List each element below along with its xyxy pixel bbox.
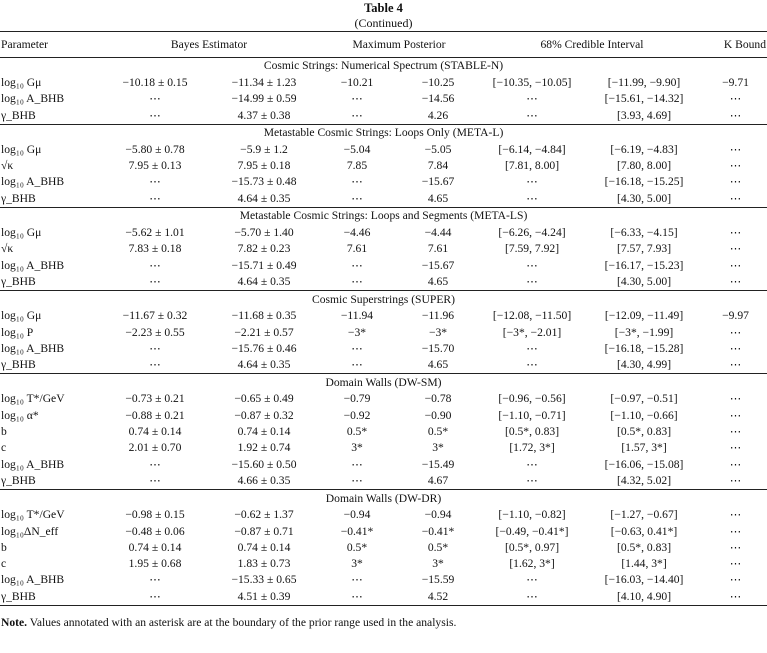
kbound-cell: ⋯ — [729, 457, 742, 471]
maxpost-col2-cell: 4.67 — [427, 473, 449, 487]
header-kbound: K Bound — [704, 32, 767, 58]
kbound-cell: ⋯ — [729, 441, 742, 455]
maxpost-col2-cell: 4.52 — [396, 589, 480, 606]
param-cell: log₁₀ T*/GeV — [1, 508, 65, 522]
section-title: Metastable Cosmic Strings: Loops and Segments (META-LS) — [0, 208, 767, 226]
bayes-col2-cell: −5.9 ± 1.2 — [240, 142, 288, 156]
kbound-cell: ⋯ — [729, 508, 742, 522]
table-row — [0, 408, 767, 424]
bayes-col1-cell: ⋯ — [149, 191, 161, 205]
credible-col1-cell: ⋯ — [526, 457, 538, 471]
bayes-col1-cell: ⋯ — [100, 589, 210, 606]
credible-col1-cell: ⋯ — [526, 92, 538, 106]
param-cell: log₁₀ Gμ — [1, 76, 42, 89]
maxpost-col1-cell: −3* — [347, 325, 367, 339]
bayes-col2-cell: −5.70 ± 1.40 — [234, 226, 294, 240]
header-credible: 68% Credible Interval — [480, 32, 704, 58]
bayes-col2-cell: 1.83 ± 0.73 — [237, 557, 291, 571]
table-title: Table 4 — [364, 1, 403, 15]
bayes-col2-cell: −15.33 ± 0.65 — [231, 573, 297, 587]
header-parameter: Parameter — [0, 32, 100, 58]
param-cell: b — [1, 425, 7, 439]
credible-col2-cell: [−16.06, −15.08] — [604, 457, 684, 471]
maxpost-col2-cell: −0.90 — [424, 408, 452, 422]
bayes-col1-cell: ⋯ — [149, 473, 161, 487]
credible-col2-cell: [−16.18, −15.28] — [604, 341, 684, 355]
table-row — [0, 457, 767, 473]
bayes-col2-cell: −14.99 ± 0.59 — [231, 92, 297, 106]
maxpost-col2-cell: 4.65 — [427, 191, 449, 205]
kbound-cell: ⋯ — [729, 540, 742, 554]
bayes-col2-cell: 4.66 ± 0.35 — [237, 473, 291, 487]
table-row — [0, 241, 767, 257]
maxpost-col1-cell: ⋯ — [351, 92, 363, 106]
kbound-cell: ⋯ — [729, 341, 742, 355]
bayes-col1-cell: ⋯ — [149, 274, 161, 288]
credible-col1-cell: ⋯ — [526, 473, 538, 487]
kbound-cell: ⋯ — [729, 358, 742, 372]
maxpost-col2-cell: 0.5* — [427, 540, 449, 554]
maxpost-col2-cell: −10.25 — [421, 76, 455, 89]
bayes-col2-cell: 1.92 ± 0.74 — [237, 441, 291, 455]
table-row — [0, 424, 767, 440]
bayes-col2-cell: −15.60 ± 0.50 — [231, 457, 297, 471]
credible-col1-cell: [1.72, 3*] — [509, 441, 555, 455]
maxpost-col1-cell: −0.79 — [343, 392, 371, 406]
param-cell: log₁₀ A_BHB — [1, 175, 65, 189]
bayes-col1-cell: ⋯ — [149, 573, 161, 587]
credible-col2-cell: [4.10, 4.90] — [584, 589, 704, 606]
bayes-col1-cell: 2.01 ± 0.70 — [128, 441, 182, 455]
table-row — [0, 341, 767, 357]
section-header — [0, 490, 767, 508]
credible-col2-cell: [7.57, 7.93] — [616, 242, 672, 256]
section-header — [0, 208, 767, 226]
kbound-cell: ⋯ — [729, 524, 742, 538]
bayes-col2-cell: 4.64 ± 0.35 — [237, 191, 291, 205]
table-row — [0, 391, 767, 407]
bayes-col2-cell: 4.64 ± 0.35 — [237, 274, 291, 288]
section-header — [0, 291, 767, 309]
bayes-col1-cell: ⋯ — [149, 258, 161, 272]
credible-col1-cell: [−6.14, −4.84] — [498, 142, 566, 156]
bayes-col2-cell: 4.51 ± 0.39 — [210, 589, 318, 606]
kbound-cell: ⋯ — [729, 142, 742, 156]
credible-col1-cell: [0.5*, 0.83] — [504, 425, 560, 439]
table-row — [0, 589, 767, 606]
bayes-col1-cell: ⋯ — [149, 175, 161, 189]
bayes-col1-cell: −0.88 ± 0.21 — [125, 408, 185, 422]
param-cell: log₁₀ A_BHB — [1, 457, 65, 471]
bayes-col2-cell: −15.73 ± 0.48 — [231, 175, 297, 189]
bayes-col1-cell: −10.18 ± 0.15 — [122, 76, 188, 89]
credible-col1-cell: [7.81, 8.00] — [504, 159, 560, 173]
bayes-col2-cell: 4.37 ± 0.38 — [237, 108, 291, 122]
maxpost-col1-cell: 7.85 — [346, 159, 368, 173]
credible-col2-cell: [−16.18, −15.25] — [604, 175, 684, 189]
maxpost-col2-cell: 3* — [432, 441, 444, 455]
kbound-cell: ⋯ — [729, 108, 742, 122]
maxpost-col2-cell: 7.61 — [427, 242, 449, 256]
kbound-cell: ⋯ — [729, 392, 742, 406]
table-note — [0, 616, 767, 629]
bayes-col1-cell: 0.74 ± 0.14 — [128, 425, 182, 439]
table-row — [0, 325, 767, 341]
maxpost-col2-cell: 0.5* — [427, 425, 449, 439]
table-subtitle: (Continued) — [354, 16, 413, 30]
kbound-cell: ⋯ — [729, 258, 742, 272]
credible-col1-cell: ⋯ — [526, 341, 538, 355]
param-cell: √κ — [1, 159, 14, 173]
table-row — [0, 142, 767, 158]
maxpost-col2-cell: −0.78 — [424, 392, 452, 406]
credible-col2-cell: [−6.33, −4.15] — [610, 226, 678, 240]
credible-col1-cell: [1.62, 3*] — [509, 557, 555, 571]
param-cell: log₁₀ A_BHB — [1, 573, 65, 587]
section-header — [0, 58, 767, 76]
bayes-col2-cell: −0.65 ± 0.49 — [234, 392, 294, 406]
bayes-col1-cell: 7.95 ± 0.13 — [128, 159, 182, 173]
maxpost-col2-cell: −0.94 — [424, 508, 452, 522]
credible-col2-cell: [−12.09, −11.49] — [604, 309, 684, 323]
kbound-cell: ⋯ — [729, 159, 742, 173]
param-cell: log₁₀ A_BHB — [1, 92, 65, 106]
kbound-cell: ⋯ — [729, 408, 742, 422]
kbound-cell: −9.71 — [722, 76, 749, 89]
maxpost-col2-cell: −0.41* — [421, 524, 455, 538]
header-maxpost: Maximum Posterior — [318, 32, 480, 58]
maxpost-col2-cell: 4.65 — [427, 274, 449, 288]
bayes-col1-cell: −5.62 ± 1.01 — [125, 226, 185, 240]
kbound-cell: ⋯ — [729, 425, 742, 439]
credible-col2-cell: [−0.63, 0.41*] — [610, 524, 678, 538]
bayes-col1-cell: −11.67 ± 0.32 — [122, 309, 188, 323]
credible-col2-cell: [1.44, 3*] — [621, 557, 667, 571]
bayes-col2-cell: 0.74 ± 0.14 — [237, 540, 291, 554]
credible-col1-cell: [−6.26, −4.24] — [498, 226, 566, 240]
param-cell: γ_BHB — [1, 108, 36, 122]
section-title: Cosmic Strings: Numerical Spectrum (STABLE-N) — [263, 59, 504, 73]
maxpost-col1-cell: ⋯ — [351, 191, 363, 205]
credible-col2-cell: [−0.97, −0.51] — [610, 392, 678, 406]
credible-col1-cell: ⋯ — [526, 358, 538, 372]
maxpost-col2-cell: −15.67 — [421, 175, 455, 189]
maxpost-col2-cell: 7.84 — [427, 159, 449, 173]
credible-col1-cell: ⋯ — [526, 108, 538, 122]
param-cell: √κ — [1, 242, 14, 256]
bayes-col2-cell: −0.87 ± 0.32 — [234, 408, 294, 422]
param-cell: γ_BHB — [1, 191, 36, 205]
credible-col2-cell: [−3*, −1.99] — [614, 325, 674, 339]
table-row — [0, 440, 767, 456]
bayes-col2-cell: 7.95 ± 0.18 — [237, 159, 291, 173]
kbound-cell: ⋯ — [729, 92, 742, 106]
bayes-col2-cell: −0.62 ± 1.37 — [234, 508, 294, 522]
param-cell: log₁₀ P — [1, 325, 34, 339]
maxpost-col1-cell: ⋯ — [351, 108, 363, 122]
bayes-col1-cell: −0.98 ± 0.15 — [125, 508, 185, 522]
credible-col2-cell: [4.32, 5.02] — [616, 473, 672, 487]
table-body — [0, 58, 767, 606]
section-title: Domain Walls (DW-DR) — [0, 490, 767, 508]
bayes-col1-cell: 7.83 ± 0.18 — [128, 242, 182, 256]
param-cell: log₁₀ Gμ — [1, 226, 42, 240]
bayes-col1-cell: 1.95 ± 0.68 — [128, 557, 182, 571]
credible-col1-cell: [−12.08, −11.50] — [492, 309, 572, 323]
table-row — [0, 572, 767, 588]
maxpost-col1-cell: −10.21 — [340, 76, 374, 89]
maxpost-col1-cell: 7.61 — [346, 242, 368, 256]
table-row — [0, 556, 767, 572]
credible-col1-cell: ⋯ — [526, 175, 538, 189]
maxpost-col1-cell: −4.46 — [343, 226, 371, 240]
maxpost-col2-cell: −15.67 — [421, 258, 455, 272]
maxpost-col1-cell: −11.94 — [340, 309, 374, 323]
section-header — [0, 124, 767, 142]
maxpost-col1-cell: ⋯ — [351, 258, 363, 272]
credible-col2-cell: [0.5*, 0.83] — [616, 425, 672, 439]
param-cell: c — [1, 557, 7, 571]
bayes-col1-cell: −0.48 ± 0.06 — [125, 524, 185, 538]
section-title: Domain Walls (DW-SM) — [0, 374, 767, 392]
credible-col2-cell: [−6.19, −4.83] — [610, 142, 678, 156]
maxpost-col2-cell: −11.96 — [421, 309, 455, 323]
param-cell: log₁₀ T*/GeV — [1, 392, 65, 406]
kbound-cell: ⋯ — [729, 473, 742, 487]
kbound-cell: ⋯ — [729, 557, 742, 571]
bayes-col1-cell: ⋯ — [149, 457, 161, 471]
kbound-cell: ⋯ — [704, 589, 767, 606]
maxpost-col2-cell: −15.70 — [421, 341, 455, 355]
kbound-cell: ⋯ — [729, 325, 742, 339]
table-row — [0, 357, 767, 374]
credible-col1-cell: [0.5*, 0.97] — [504, 540, 560, 554]
param-cell: γ_BHB — [1, 274, 36, 288]
maxpost-col1-cell: 3* — [351, 441, 363, 455]
table-row — [0, 308, 767, 324]
maxpost-col1-cell: 0.5* — [346, 540, 368, 554]
table-row — [0, 108, 767, 125]
credible-col2-cell: [−1.27, −0.67] — [610, 508, 678, 522]
table-row — [0, 225, 767, 241]
bayes-col2-cell: −11.68 ± 0.35 — [231, 309, 297, 323]
maxpost-col1-cell: ⋯ — [351, 457, 363, 471]
section-title: Metastable Cosmic Strings: Loops Only (META-L) — [0, 124, 767, 142]
table-row — [0, 174, 767, 190]
table-row — [0, 473, 767, 490]
credible-col2-cell: [−15.61, −14.32] — [604, 92, 684, 106]
header-bayes: Bayes Estimator — [100, 32, 318, 58]
table-row — [0, 524, 767, 540]
maxpost-col1-cell: ⋯ — [351, 358, 363, 372]
credible-col1-cell: [7.59, 7.92] — [504, 242, 560, 256]
param-cell: log₁₀ A_BHB — [1, 341, 65, 355]
credible-col1-cell: ⋯ — [526, 191, 538, 205]
param-cell: b — [1, 540, 7, 554]
param-cell: log₁₀ Gμ — [1, 142, 42, 156]
bayes-col2-cell: 4.64 ± 0.35 — [237, 358, 291, 372]
maxpost-col1-cell: ⋯ — [351, 473, 363, 487]
param-cell: γ_BHB — [1, 473, 36, 487]
credible-col2-cell: [7.80, 8.00] — [616, 159, 672, 173]
param-cell: c — [1, 441, 7, 455]
kbound-cell: ⋯ — [729, 226, 742, 240]
credible-col2-cell: [−16.03, −14.40] — [604, 573, 684, 587]
credible-col2-cell: [4.30, 5.00] — [616, 191, 672, 205]
credible-col1-cell: ⋯ — [526, 573, 538, 587]
results-table — [0, 31, 767, 606]
header-row — [0, 32, 767, 58]
table-row — [0, 258, 767, 274]
credible-col2-cell: [−11.99, −9.90] — [607, 76, 681, 89]
maxpost-col2-cell: 3* — [432, 557, 444, 571]
bayes-col2-cell: 7.82 ± 0.23 — [237, 242, 291, 256]
param-cell: log₁₀ Gμ — [1, 309, 42, 323]
note-text: Values annotated with an asterisk are at the boundary of the prior range used in the analysis. — [29, 616, 457, 630]
bayes-col2-cell: −15.71 ± 0.49 — [231, 258, 297, 272]
bayes-col2-cell: 0.74 ± 0.14 — [237, 425, 291, 439]
maxpost-col1-cell: ⋯ — [351, 175, 363, 189]
credible-col2-cell: [−16.17, −15.23] — [604, 258, 684, 272]
bayes-col1-cell: ⋯ — [149, 108, 161, 122]
bayes-col1-cell: −0.73 ± 0.21 — [125, 392, 185, 406]
kbound-cell: ⋯ — [729, 191, 742, 205]
maxpost-col2-cell: −15.49 — [421, 457, 455, 471]
credible-col1-cell: ⋯ — [526, 258, 538, 272]
credible-col1-cell: ⋯ — [526, 274, 538, 288]
maxpost-col1-cell: ⋯ — [351, 274, 363, 288]
maxpost-col1-cell: −0.94 — [343, 508, 371, 522]
kbound-cell: ⋯ — [729, 274, 742, 288]
param-cell: log₁₀ A_BHB — [1, 258, 65, 272]
maxpost-col1-cell: −0.41* — [340, 524, 374, 538]
maxpost-col2-cell: −14.56 — [421, 92, 455, 106]
note-label: Note. — [1, 616, 28, 630]
maxpost-col2-cell: −5.05 — [424, 142, 452, 156]
kbound-cell: −9.97 — [722, 309, 749, 323]
param-cell: γ_BHB — [0, 589, 100, 606]
kbound-cell: ⋯ — [729, 573, 742, 587]
bayes-col1-cell: ⋯ — [149, 341, 161, 355]
section-title: Cosmic Superstrings (SUPER) — [0, 291, 767, 309]
credible-col2-cell: [0.5*, 0.83] — [616, 540, 672, 554]
bayes-col2-cell: −11.34 ± 1.23 — [231, 76, 297, 89]
maxpost-col1-cell: ⋯ — [318, 589, 396, 606]
maxpost-col1-cell: ⋯ — [351, 341, 363, 355]
bayes-col2-cell: −15.76 ± 0.46 — [231, 341, 297, 355]
maxpost-col1-cell: −5.04 — [343, 142, 371, 156]
credible-col2-cell: [1.57, 3*] — [621, 441, 667, 455]
bayes-col1-cell: −2.23 ± 0.55 — [125, 325, 185, 339]
table-row — [0, 274, 767, 291]
maxpost-col2-cell: 4.26 — [427, 108, 449, 122]
maxpost-col2-cell: 4.65 — [427, 358, 449, 372]
table-row — [0, 158, 767, 174]
table-row — [0, 540, 767, 556]
maxpost-col2-cell: −4.44 — [424, 226, 452, 240]
bayes-col1-cell: ⋯ — [149, 358, 161, 372]
credible-col1-cell: [−3*, −2.01] — [502, 325, 562, 339]
credible-col1-cell: [−0.49, −0.41*] — [495, 524, 569, 538]
table-row — [0, 507, 767, 523]
kbound-cell: ⋯ — [729, 175, 742, 189]
bayes-col1-cell: −5.80 ± 0.78 — [125, 142, 185, 156]
credible-col1-cell: [−1.10, −0.71] — [498, 408, 566, 422]
bayes-col1-cell: 0.74 ± 0.14 — [128, 540, 182, 554]
maxpost-col2-cell: −15.59 — [421, 573, 455, 587]
credible-col2-cell: [3.93, 4.69] — [616, 108, 672, 122]
maxpost-col1-cell: 0.5* — [346, 425, 368, 439]
table-row — [0, 91, 767, 107]
table-row — [0, 75, 767, 91]
kbound-cell: ⋯ — [729, 242, 742, 256]
bayes-col1-cell: ⋯ — [149, 92, 161, 106]
maxpost-col2-cell: −3* — [428, 325, 448, 339]
param-cell: γ_BHB — [1, 358, 36, 372]
bayes-col2-cell: −0.87 ± 0.71 — [234, 524, 294, 538]
maxpost-col1-cell: −0.92 — [343, 408, 371, 422]
credible-col2-cell: [4.30, 4.99] — [616, 358, 672, 372]
maxpost-col1-cell: ⋯ — [351, 573, 363, 587]
credible-col1-cell: [−1.10, −0.82] — [498, 508, 566, 522]
section-header — [0, 374, 767, 392]
credible-col1-cell: [−10.35, −10.05] — [492, 76, 572, 89]
table-row — [0, 191, 767, 208]
credible-col1-cell: ⋯ — [480, 589, 584, 606]
credible-col2-cell: [−1.10, −0.66] — [610, 408, 678, 422]
maxpost-col1-cell: 3* — [351, 557, 363, 571]
param-cell: log₁₀ α* — [1, 408, 39, 422]
credible-col1-cell: [−0.96, −0.56] — [498, 392, 566, 406]
credible-col2-cell: [4.30, 5.00] — [616, 274, 672, 288]
bayes-col2-cell: −2.21 ± 0.57 — [234, 325, 294, 339]
param-cell: log₁₀ΔN_eff — [1, 524, 59, 538]
